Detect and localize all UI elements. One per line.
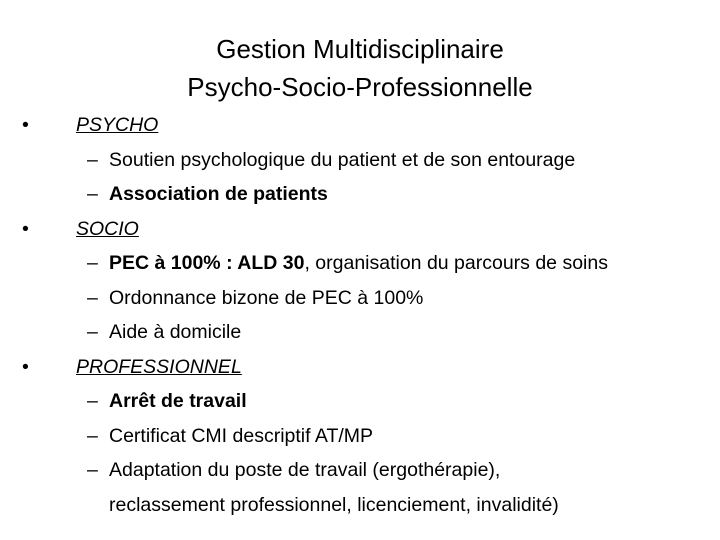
list-item: [0, 384, 720, 419]
item-text: Certificat CMI descriptif AT/MP: [109, 424, 374, 447]
section-professionnel: [0, 350, 720, 385]
bullet-icon: •: [22, 355, 29, 378]
section-heading-psycho: PSYCHO: [76, 114, 159, 136]
section-psycho: [0, 108, 720, 143]
slide-title: [0, 30, 720, 106]
item-text: Adaptation du poste de travail (ergothérapie),: [109, 459, 501, 481]
item-text: [109, 384, 247, 419]
dash-icon: –: [87, 286, 98, 309]
item-text: Soutien psychologique du patient et de son entourage: [109, 148, 576, 171]
list-item-continuation: [0, 488, 720, 523]
item-text: Aide à domicile: [109, 321, 242, 343]
dash-icon: –: [87, 459, 98, 481]
title-line-1: Gestion Multidisciplinaire: [216, 34, 504, 64]
section-socio: [0, 212, 720, 247]
dash-icon: –: [87, 424, 98, 447]
list-item: [0, 419, 720, 454]
title-line-2: Psycho-Socio-Professionnelle: [187, 72, 533, 102]
list-item: [0, 177, 720, 212]
dash-icon: –: [87, 148, 98, 171]
section-heading-professionnel: PROFESSIONNEL: [76, 355, 242, 378]
item-bold-text: Association de patients: [109, 183, 328, 205]
item-bold-text: Arrêt de travail: [109, 390, 247, 412]
list-item: [0, 281, 720, 316]
item-text: [109, 246, 608, 281]
item-text: Ordonnance bizone de PEC à 100%: [109, 286, 424, 309]
section-heading-socio: SOCIO: [76, 217, 139, 240]
item-text: [109, 177, 328, 212]
dash-icon: –: [87, 252, 98, 274]
item-plain-text: , organisation du parcours de soins: [304, 252, 608, 274]
dash-icon: –: [87, 390, 98, 412]
item-bold-text: PEC à 100% : ALD 30: [109, 252, 305, 274]
list-item: [0, 453, 720, 488]
list-item: [0, 143, 720, 178]
list-item: [0, 246, 720, 281]
list-item: [0, 315, 720, 350]
bullet-icon: •: [22, 217, 29, 240]
bullet-icon: •: [22, 114, 29, 136]
dash-icon: –: [87, 183, 98, 205]
bullet-list: [0, 108, 720, 522]
item-text-continuation: reclassement professionnel, licenciement, invalidité): [109, 493, 559, 516]
dash-icon: –: [87, 321, 98, 343]
